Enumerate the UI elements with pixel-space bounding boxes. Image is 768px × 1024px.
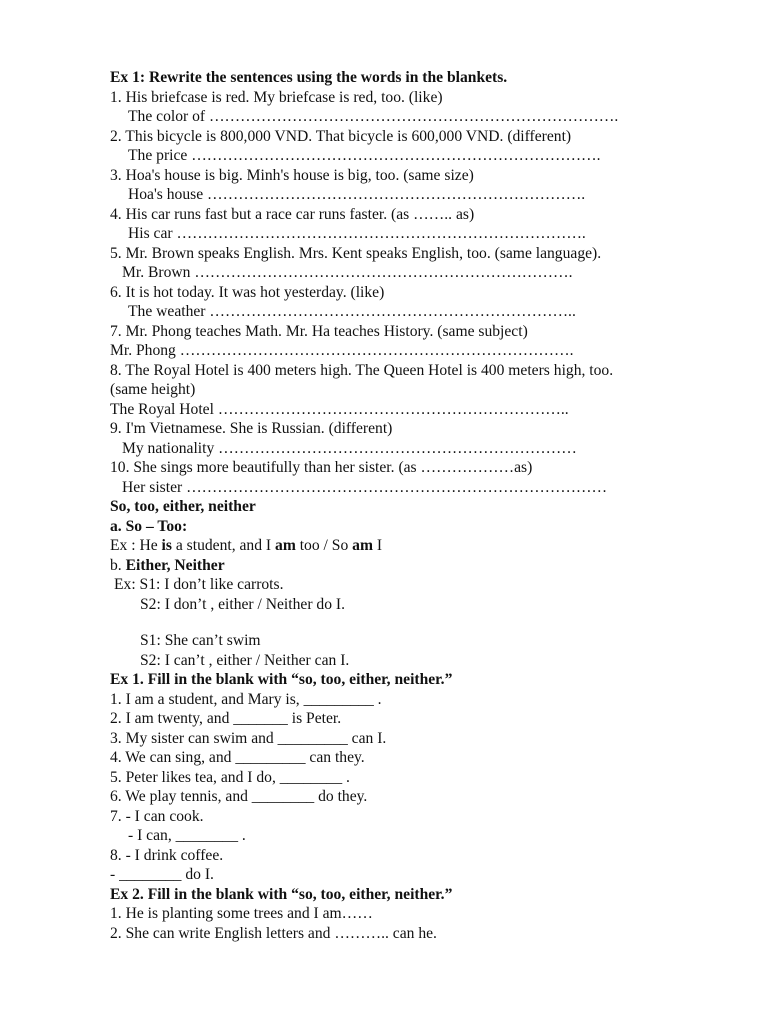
text-line: S2: I don’t , either / Neither do I. bbox=[140, 595, 345, 613]
text-line: The price ……………………………………………………………………. bbox=[128, 147, 601, 164]
text-line: 2. She can write English letters and ……….. can he. bbox=[110, 924, 437, 942]
text-line: - I can, ________ . bbox=[128, 827, 246, 844]
text-line: 6. We play tennis, and ________ do they. bbox=[110, 788, 368, 805]
text-line: The weather …………………………………………………………….. bbox=[128, 303, 576, 320]
text-line: 3. Hoa's house is big. Minh's house is big, too. (same size) bbox=[110, 166, 474, 184]
text-run: is bbox=[161, 537, 172, 554]
text-line: - ________ do I. bbox=[110, 866, 214, 883]
text-run: Either, Neither bbox=[125, 556, 225, 574]
text-line: Mr. Phong …………………………………………………………………. bbox=[110, 342, 574, 359]
section-heading: So, too, either, neither bbox=[110, 498, 256, 515]
text-line: Her sister ……………………………………………………………………… bbox=[122, 478, 608, 496]
text-line: 7. Mr. Phong teaches Math. Mr. Ha teaches History. (same subject) bbox=[110, 322, 528, 340]
text-line: S1: She can’t swim bbox=[140, 632, 261, 649]
section-heading: Ex 1: Rewrite the sentences using the words in the blankets. bbox=[110, 69, 508, 86]
text-line: 1. His briefcase is red. My briefcase is red, too. (like) bbox=[110, 88, 443, 106]
section-heading: a. So – Too: bbox=[110, 517, 188, 535]
text-run: too / So bbox=[295, 537, 353, 554]
text-run: a student, and I bbox=[171, 537, 276, 554]
blank-spacer bbox=[110, 614, 730, 631]
text-line: (same height) bbox=[110, 381, 196, 398]
text-run: am bbox=[275, 537, 296, 554]
text-run: b. bbox=[110, 556, 126, 574]
text-line: 7. - I can cook. bbox=[110, 807, 204, 825]
text-line: 1. He is planting some trees and I am…… bbox=[110, 905, 373, 922]
text-line: 2. I am twenty, and _______ is Peter. bbox=[110, 710, 342, 727]
worksheet-content bbox=[110, 68, 730, 943]
text-line: The Royal Hotel ………………………………………………………….. bbox=[110, 400, 569, 418]
section-heading: Ex 2. Fill in the blank with “so, too, either, neither.” bbox=[110, 885, 453, 903]
text-line bbox=[110, 536, 730, 556]
text-line: 4. His car runs fast but a race car runs faster. (as …….. as) bbox=[110, 205, 475, 223]
text-line: 9. I'm Vietnamese. She is Russian. (different) bbox=[110, 420, 393, 437]
text-line: S2: I can’t , either / Neither can I. bbox=[140, 651, 350, 669]
text-line: 8. The Royal Hotel is 400 meters high. The Queen Hotel is 400 meters high, too. bbox=[110, 361, 614, 379]
text-line: 4. We can sing, and _________ can they. bbox=[110, 749, 365, 766]
text-line: 10. She sings more beautifully than her sister. (as ………………as) bbox=[110, 459, 533, 476]
text-run: I bbox=[372, 537, 383, 554]
text-line: Mr. Brown ………………………………………………………………. bbox=[122, 264, 573, 281]
text-line: 6. It is hot today. It was hot yesterday. (like) bbox=[110, 283, 385, 301]
text-run: am bbox=[352, 537, 373, 554]
text-line: The color of ……………………………………………………………………. bbox=[128, 108, 619, 125]
text-line: 2. This bicycle is 800,000 VND. That bicycle is 600,000 VND. (different) bbox=[110, 127, 572, 145]
text-line: Ex: S1: I don’t like carrots. bbox=[114, 576, 284, 593]
text-line: His car ……………………………………………………………………. bbox=[128, 225, 586, 242]
text-line: 5. Mr. Brown speaks English. Mrs. Kent speaks English, too. (same language). bbox=[110, 244, 602, 262]
text-line: My nationality …………………………………………………………… bbox=[122, 439, 577, 457]
section-heading: Ex 1. Fill in the blank with “so, too, either, neither.” bbox=[110, 671, 453, 688]
text-line: 3. My sister can swim and _________ can I. bbox=[110, 729, 387, 747]
text-line: 1. I am a student, and Mary is, _________ . bbox=[110, 690, 382, 708]
text-line: Hoa's house ………………………………………………………………. bbox=[128, 186, 586, 203]
text-line: 8. - I drink coffee. bbox=[110, 846, 224, 864]
text-line: 5. Peter likes tea, and I do, ________ . bbox=[110, 768, 350, 786]
text-run: Ex : He bbox=[110, 537, 162, 554]
text-line bbox=[110, 556, 730, 576]
